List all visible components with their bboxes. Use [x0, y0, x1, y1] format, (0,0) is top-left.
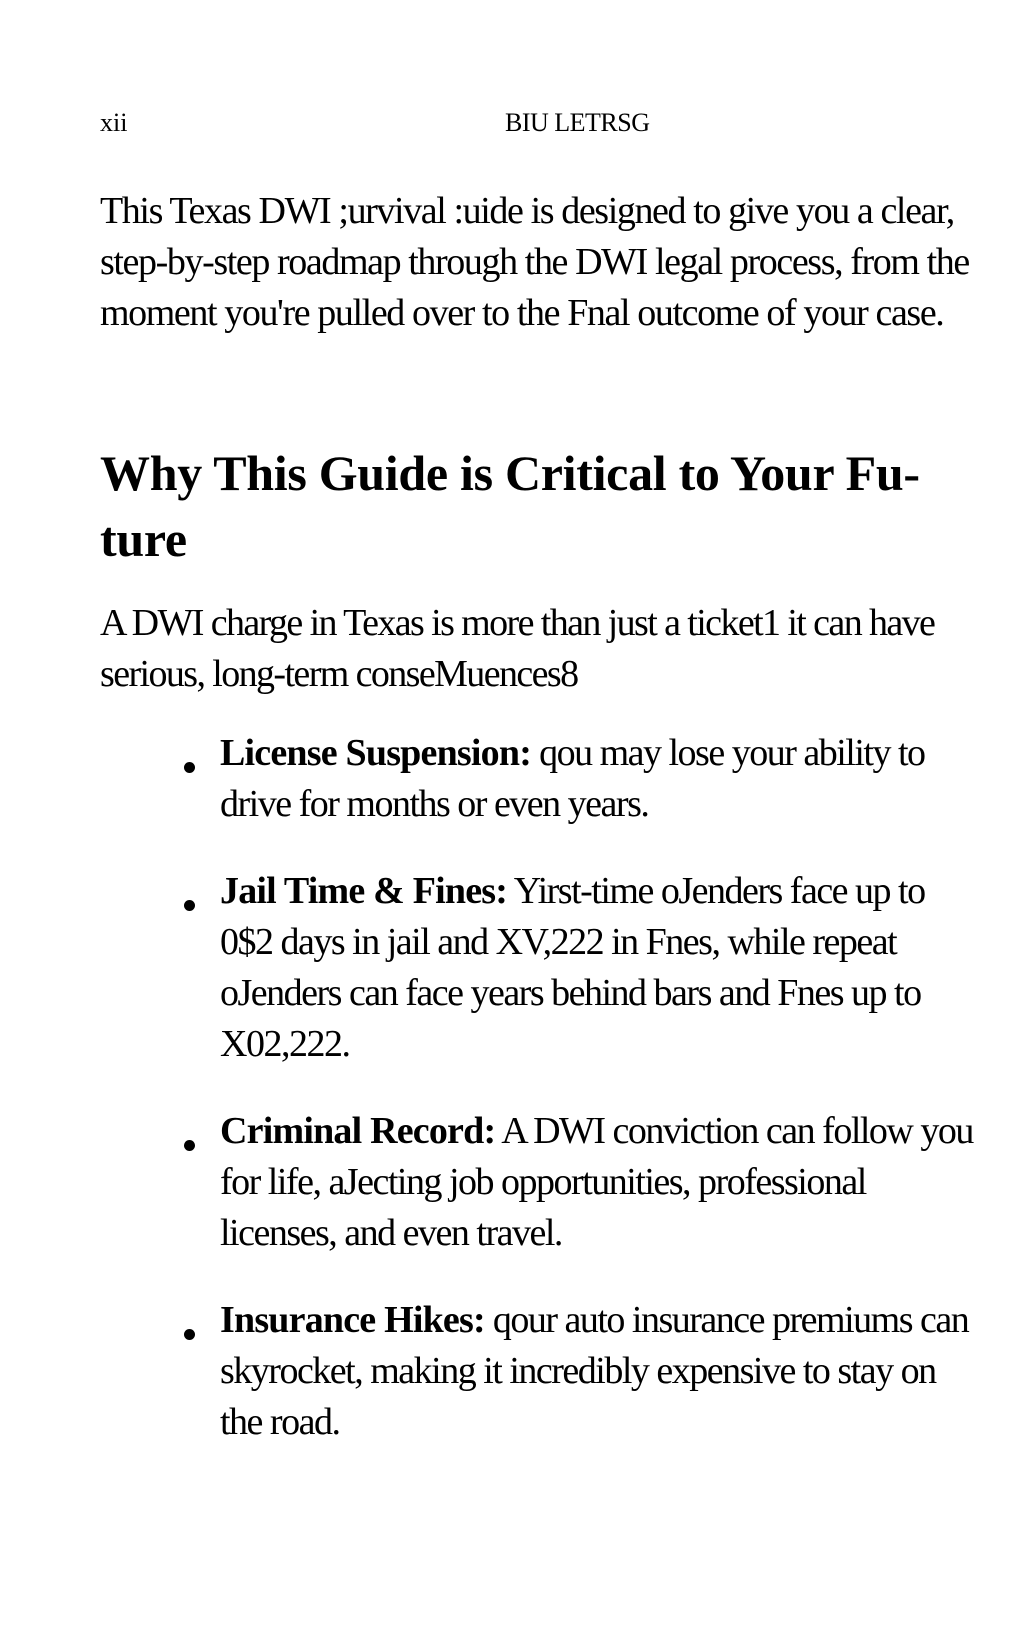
running-header — [100, 108, 970, 148]
list-item-criminal-record — [100, 1106, 980, 1259]
list-item-license-suspension — [100, 728, 980, 830]
list-item-jail-time-fines — [100, 866, 980, 1070]
bullet-dot-icon — [184, 762, 195, 773]
intro-paragraph: This Texas DWI ;urvival :uide is designed to give you a clear, step-by-step roadmap through the DWI legal process, from the moment you're pulled over to the Fnal outcome of your case. — [100, 190, 969, 334]
section-heading: Why This Guide is Critical to Your Fu-ture — [100, 445, 920, 567]
bullet-text: A DWI conviction can follow you for life, aJecting job opportunities, professional licenses, and even travel. — [220, 1110, 973, 1254]
section-lead-paragraph: A DWI charge in Texas is more than just a ticket1 it can have serious, long-term conseMuences8 — [100, 602, 935, 695]
bullet-term: Insurance Hikes: — [220, 1299, 485, 1341]
bullet-text: qou may lose your ability to drive for months or even years. — [220, 732, 925, 825]
page-number: xii — [100, 108, 128, 137]
bullet-dot-icon — [184, 900, 195, 911]
bullet-term: Jail Time & Fines: — [220, 870, 508, 912]
bullet-dot-icon — [184, 1140, 195, 1151]
running-title: BIU LETRSG — [505, 108, 650, 137]
bullet-term: Criminal Record: — [220, 1110, 496, 1152]
bullet-text: qour auto insurance premiums can skyrocket, making it incredibly expensive to stay on the road. — [220, 1299, 969, 1443]
list-item-insurance-hikes — [100, 1295, 980, 1448]
consequences-list — [100, 728, 980, 1484]
bullet-dot-icon — [184, 1329, 195, 1340]
bullet-term: License Suspension: — [220, 732, 532, 774]
bullet-text: Yirst-time oJenders face up to 0$2 days in jail and XV,222 in Fnes, while repeat oJenders can face years behind bars and Fnes up to X02,222. — [220, 870, 925, 1065]
